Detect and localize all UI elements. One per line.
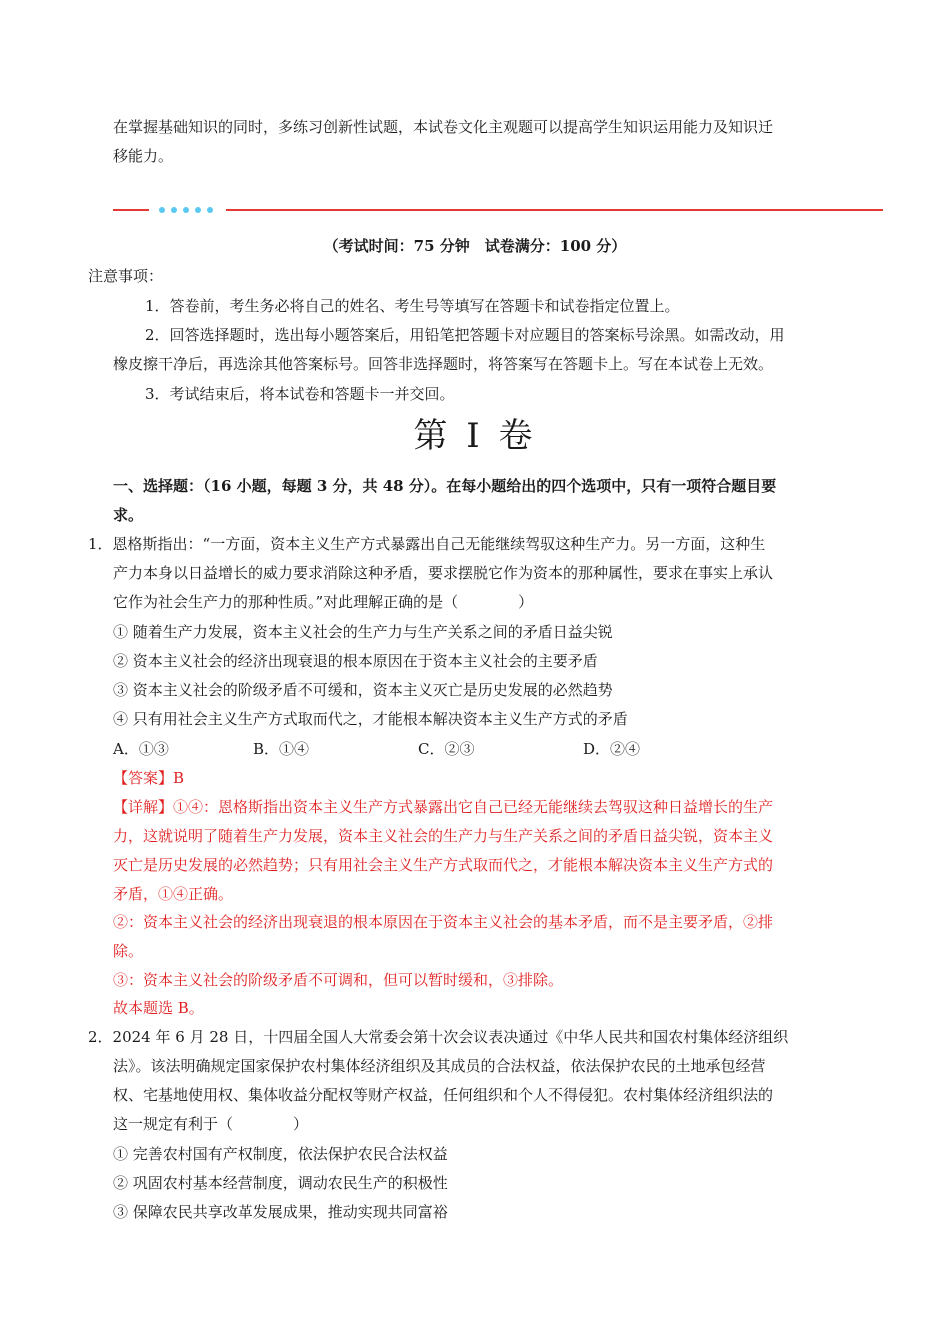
divider-dot xyxy=(159,207,165,213)
q2-statement-1: ① 完善农村国有产权制度，依法保护农民合法权益 xyxy=(113,1145,448,1163)
q1-statement-1: ① 随着生产力发展，资本主义社会的生产力与生产关系之间的矛盾日益尖锐 xyxy=(113,623,613,641)
section-heading-line-1: 一、选择题：（16 小题，每题 3 分，共 48 分）。在每小题给出的四个选项中，只有一项符合题目要 xyxy=(113,477,777,495)
q2-stem-line-3: 权、宅基地使用权、集体收益分配权等财产权益，任何组织和个人不得侵犯。农村集体经济组织法的 xyxy=(113,1086,774,1104)
q1-statement-4: ④ 只有用社会主义生产方式取而代之，才能根本解决资本主义生产方式的矛盾 xyxy=(113,710,628,728)
q1-stem-line-3: 它作为社会生产力的那种性质。”对此理解正确的是（ ） xyxy=(113,593,534,611)
divider-dot xyxy=(183,207,189,213)
section-divider xyxy=(113,206,883,214)
q1-statement-2: ② 资本主义社会的经济出现衰退的根本原因在于资本主义社会的主要矛盾 xyxy=(113,652,598,670)
notice-item-1: 1．答卷前，考生务必将自己的姓名、考生号等填写在答题卡和试卷指定位置上。 xyxy=(145,297,680,315)
q1-detail-line-8: 故本题选 B。 xyxy=(113,999,204,1017)
q1-option-d: D．②④ xyxy=(583,740,641,758)
section-heading-line-2: 求。 xyxy=(113,506,144,524)
q1-detail-line-5: ②：资本主义社会的经济出现衰退的根本原因在于资本主义社会的基本矛盾，而不是主要矛盾，②排 xyxy=(113,913,774,931)
q2-statement-2: ② 巩固农村基本经营制度，调动农民生产的积极性 xyxy=(113,1174,448,1192)
intro-line-2: 移能力。 xyxy=(113,147,174,165)
q1-stem-line-2: 产力本身以日益增长的威力要求消除这种矛盾，要求摆脱它作为资本的那种属性，要求在事实上承认 xyxy=(113,564,774,582)
q1-statement-3: ③ 资本主义社会的阶级矛盾不可缓和，资本主义灭亡是历史发展的必然趋势 xyxy=(113,681,613,699)
q1-answer: 【答案】B xyxy=(113,769,185,787)
notice-title: 注意事项： xyxy=(88,267,164,285)
divider-dot xyxy=(207,207,213,213)
notice-item-3: 3．考试结束后，将本试卷和答题卡一并交回。 xyxy=(145,385,455,403)
q1-detail-line-2: 力，这就说明了随着生产力发展，资本主义社会的生产力与生产关系之间的矛盾日益尖锐，资本主义 xyxy=(113,827,774,845)
notice-item-2-line-2: 橡皮擦干净后，再选涂其他答案标号。回答非选择题时，将答案写在答题卡上。写在本试卷上无效。 xyxy=(113,355,774,373)
q1-stem-line-1: 1．恩格斯指出：“一方面，资本主义生产方式暴露出自己无能继续驾驭这种生产力。另一方面，这种生 xyxy=(88,535,766,553)
q1-option-c: C．②③ xyxy=(418,740,475,758)
q2-stem-line-4: 这一规定有利于（ ） xyxy=(113,1115,309,1133)
q1-option-a: A．①③ xyxy=(113,740,169,758)
exam-info: （考试时间：75 分钟 试卷满分：100 分） xyxy=(323,237,627,255)
volume-title: 第 I 卷 xyxy=(413,416,537,456)
divider-dot xyxy=(195,207,201,213)
divider-line-right xyxy=(226,209,883,211)
intro-line-1: 在掌握基础知识的同时，多练习创新性试题，本试卷文化主观题可以提高学生知识运用能力及知识迁 xyxy=(113,118,774,136)
q1-detail-line-4: 矛盾，①④正确。 xyxy=(113,885,234,903)
q2-stem-line-2: 法》。该法明确规定国家保护农村集体经济组织及其成员的合法权益，依法保护农民的土地承包经营 xyxy=(113,1057,766,1075)
q1-detail-line-3: 灭亡是历史发展的必然趋势；只有用社会主义生产方式取而代之，才能根本解决资本主义生产方式的 xyxy=(113,856,774,874)
q2-statement-3: ③ 保障农民共享改革发展成果，推动实现共同富裕 xyxy=(113,1203,448,1221)
notice-item-2-line-1: 2．回答选择题时，选出每小题答案后，用铅笔把答题卡对应题目的答案标号涂黑。如需改动，用 xyxy=(145,326,785,344)
q1-detail-line-7: ③：资本主义社会的阶级矛盾不可调和，但可以暂时缓和，③排除。 xyxy=(113,971,564,989)
q1-detail-line-6: 除。 xyxy=(113,942,144,960)
q1-option-b: B．①④ xyxy=(253,740,310,758)
divider-line-left xyxy=(113,209,149,211)
divider-dot xyxy=(171,207,177,213)
q2-stem-line-1: 2．2024 年 6 月 28 日，十四届全国人大常委会第十次会议表决通过《中华人民共和国农村集体经济组织 xyxy=(88,1028,789,1046)
q1-detail-line-1: 【详解】①④：恩格斯指出资本主义生产方式暴露出它自己已经无能继续去驾驭这种日益增长的生产 xyxy=(113,798,774,816)
